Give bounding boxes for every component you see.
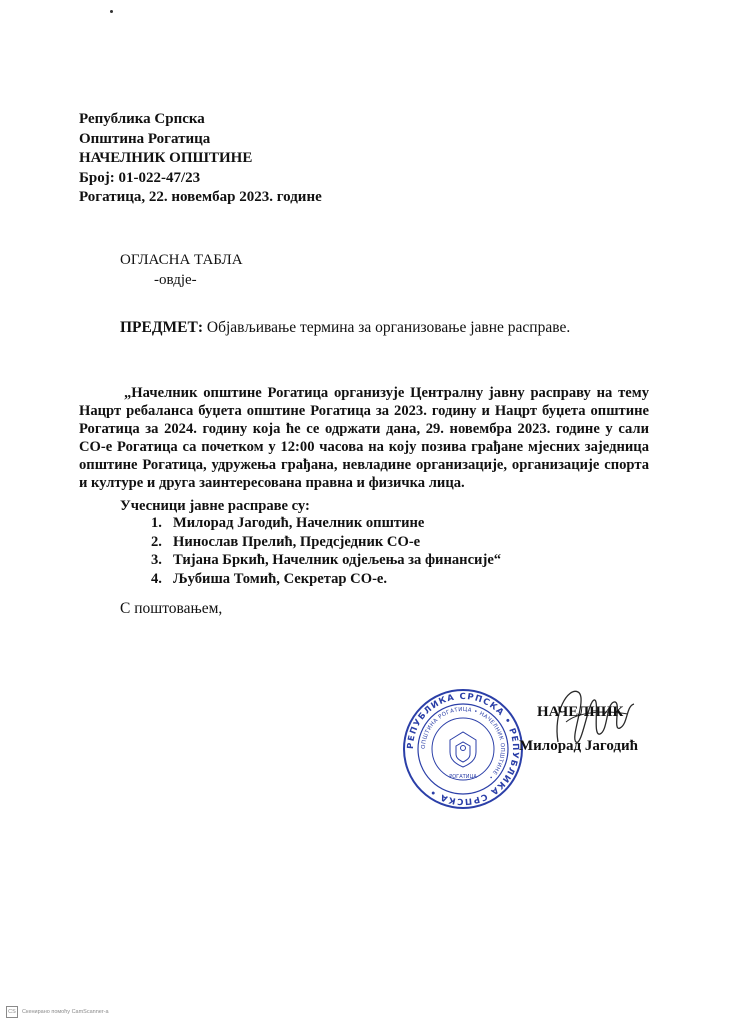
scanner-footer bbox=[6, 1006, 109, 1018]
header-republic: Република Српска bbox=[79, 111, 205, 127]
header-place-date: Рогатица, 22. новембар 2023. године bbox=[79, 189, 322, 205]
list-item: 3. Тијана Бркић, Начелник одјељења за финансије“ bbox=[151, 552, 502, 568]
header-municipality: Општина Рогатица bbox=[79, 130, 211, 147]
signature-name: Милорад Јагодић bbox=[519, 738, 638, 754]
letterhead bbox=[79, 110, 322, 208]
stamp-seal-icon bbox=[402, 688, 524, 810]
participants-list bbox=[151, 514, 501, 588]
subject-line bbox=[120, 319, 570, 337]
list-item: 4. Љубиша Томић, Секретар СО-е. bbox=[151, 570, 388, 587]
notice-board-sub: -овдје- bbox=[154, 272, 197, 288]
list-item: 2. Нинослав Прелић, Предсједник СО-е bbox=[151, 533, 421, 550]
scanner-logo-icon: CS bbox=[6, 1006, 18, 1018]
list-item: 1. Милорад Јагодић, Начелник општине bbox=[151, 515, 425, 531]
signature-title: НАЧЕЛНИК bbox=[537, 704, 624, 720]
header-office: НАЧЕЛНИК ОПШТИНЕ bbox=[79, 150, 253, 166]
notice-board-block bbox=[120, 250, 243, 290]
header-reference-number: Број: 01-022-47/23 bbox=[79, 169, 201, 186]
closing-salutation: С поштовањем, bbox=[120, 600, 223, 617]
subject-text: Објављивање термина за организовање јавне расправе. bbox=[206, 319, 571, 336]
announcement-body bbox=[79, 384, 649, 492]
svg-text:РОГАТИЦА: РОГАТИЦА bbox=[449, 774, 477, 780]
scan-dot bbox=[110, 10, 113, 13]
svg-text:ОПШТИНА РОГАТИЦА • НАЧЕЛНИК ОП: ОПШТИНА РОГАТИЦА • НАЧЕЛНИК ОПШТИНЕ • bbox=[420, 706, 506, 781]
announcement-paragraph: „Начелник општине Рогатица организује Централну јавну расправу на тему Нацрт ребаланса буџета општине Рогатица за 2023. годину и Нацрт буџета општине Рогатица за 2024. годину која ће се одржати дана, 29. новембра 2023. године у сали СО-е Рогатица са почетком у 12:00 часова на коју позива грађане мјесних заједница општине Рогатица, удружења грађана, невладине организације, организације спорта и културе и друга заинтересована правна и физичка лица. bbox=[79, 385, 649, 491]
participants-title: Учесници јавне расправе су: bbox=[120, 498, 310, 514]
notice-board-title: ОГЛАСНА ТАБЛА bbox=[120, 252, 243, 268]
subject-label: ПРЕДМЕТ: bbox=[120, 319, 203, 336]
scanner-footer-text: Скенирано помоћу CamScanner-а bbox=[22, 1009, 109, 1015]
official-stamp bbox=[402, 688, 524, 810]
svg-text:РЕПУБЛИКА СРПСКА • РЕПУБЛИКА С: РЕПУБЛИКА СРПСКА • РЕПУБЛИКА СРПСКА • bbox=[405, 691, 521, 807]
